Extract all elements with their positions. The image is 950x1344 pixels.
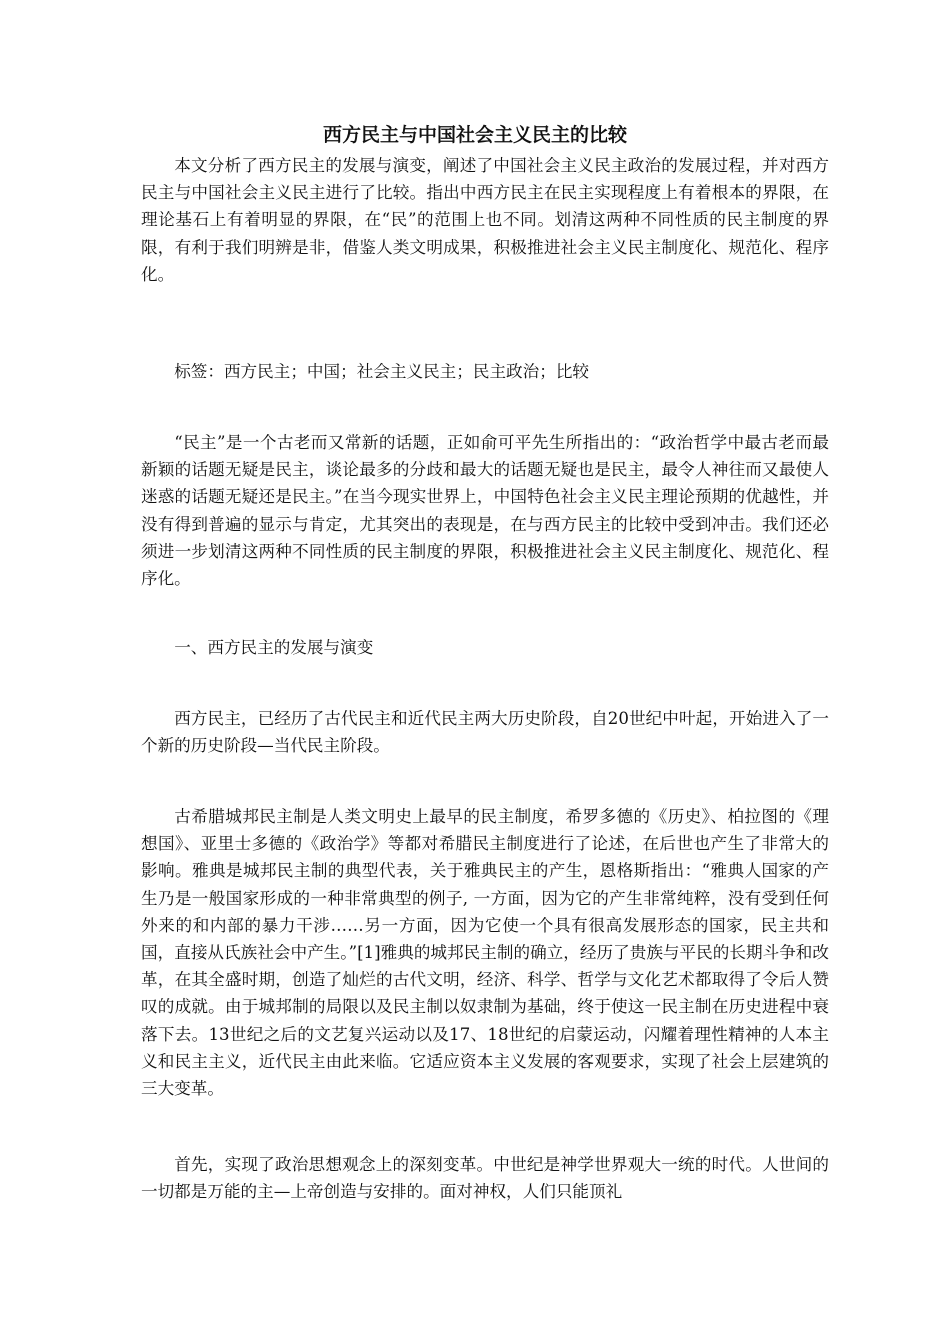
body-paragraph: 西方民主，已经历了古代民主和近代民主两大历史阶段，自20世纪中叶起，开始进入了一个新的历史阶段—当代民主阶段。 — [141, 709, 829, 756]
body-paragraph: 首先，实现了政治思想观念上的深刻变革。中世纪是神学世界观大一统的时代。人世间的一切都是万能的主—上帝创造与安排的。面对神权，人们只能顶礼 — [141, 1155, 829, 1202]
section-heading: 一、西方民主的发展与演变 — [174, 638, 374, 657]
intro-paragraph: “民主”是一个古老而又常新的话题，正如俞可平先生所指出的：“政治哲学中最古老而最新颖的话题无疑是民主，谈论最多的分歧和最大的话题无疑也是民主，最令人神往而又最使人迷惑的话题无疑还是民主。”在当今现实世界上，中国特色社会主义民主理论预期的优越性，并没有得到普遍的显示与肯定，尤其突出的表现是，在与西方民主的比较中受到冲击。我们还必须进一步划清这两种不同性质的民主制度的界限，积极推进社会主义民主制度化、规范化、程序化。 — [141, 433, 829, 589]
tags-line: 标签：西方民主；中国；社会主义民主；民主政治；比较 — [174, 362, 590, 381]
document-title: 西方民主与中国社会主义民主的比较 — [322, 124, 627, 146]
abstract-paragraph: 本文分析了西方民主的发展与演变，阐述了中国社会主义民主政治的发展过程，并对西方民主与中国社会主义民主进行了比较。指出中西方民主在民主实现程度上有着根本的界限，在理论基石上有着明显的界限，在“民”的范围上也不同。划清这两种不同性质的民主制度的界限，有利于我们明辨是非，借鉴人类文明成果，积极推进社会主义民主制度化、规范化、程序化。 — [141, 156, 829, 284]
body-paragraph: 古希腊城邦民主制是人类文明史上最早的民主制度，希罗多德的《历史》、柏拉图的《理想国》、亚里士多德的《政治学》等都对希腊民主制度进行了论述，在后世也产生了非常大的影响。雅典是城邦民主制的典型代表，关于雅典民主的产生，恩格斯指出：“雅典人国家的产生乃是一般国家形成的一种非常典型的例子, 一方面，因为它的产生非常纯粹，没有受到任何外来的和内部的暴力干涉……另一方面，因为它使一个具有很高发展形态的国家，民主共和国，直接从氏族社会中产生。”[1]雅典的城邦民主制的确立，经历了贵族与平民的长期斗争和改革，在其全盛时期，创造了灿烂的古代文明，经济、科学、哲学与文化艺术都取得了令后人赞叹的成就。由于城邦制的局限以及民主制以奴隶制为基础，终于使这一民主制在历史进程中衰落下去。13世纪之后的文艺复兴运动以及17、18世纪的启蒙运动，闪耀着理性精神的人本主义和民主主义，近代民主由此来临。它适应资本主义发展的客观要求，实现了社会上层建筑的三大变革。 — [141, 807, 829, 1099]
